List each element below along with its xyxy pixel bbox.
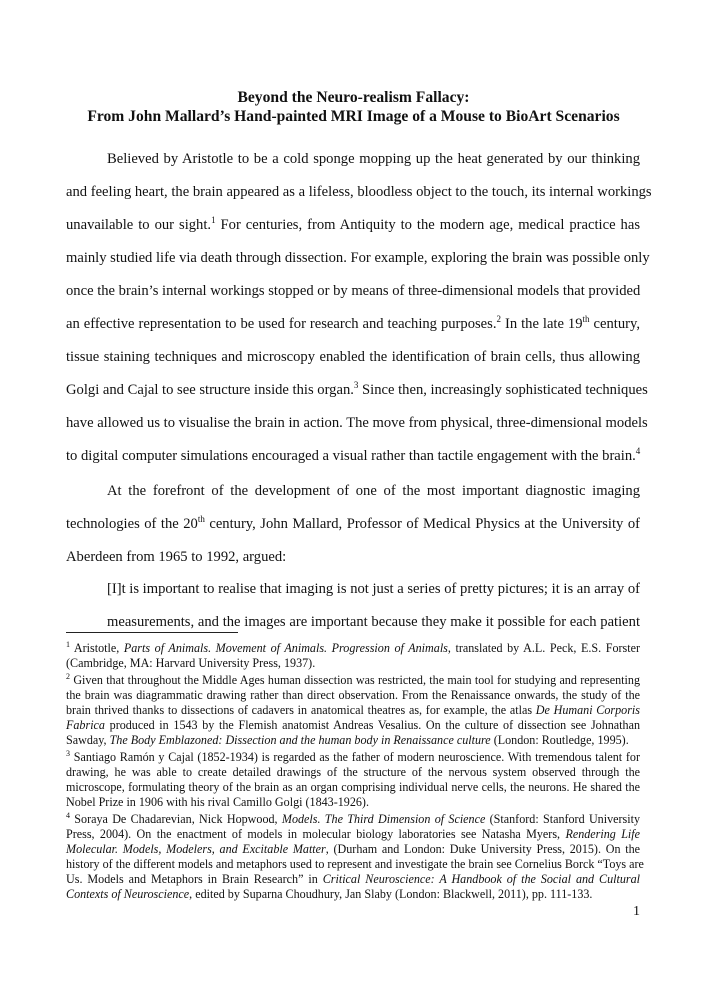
italic-text: Models. The Third Dimension of Science [281, 812, 486, 826]
italic-text: Molecular. Models, Modelers, and Excitable Matter [66, 842, 326, 856]
text: Press, 2004). On the enactment of models in molecular biology laboratories see Natasha Myers, [66, 827, 566, 841]
text: Since then, increasingly sophisticated techniques [358, 382, 648, 398]
text: unavailable to our sight. [66, 217, 212, 233]
text: tissue staining techniques and microscopy enabled the identification of brain cells, thus allowing [66, 349, 640, 365]
text: (Cambridge, MA: Harvard University Press, 1937). [66, 656, 316, 670]
text-line [66, 872, 640, 887]
text-line [66, 733, 640, 748]
text: In the late 19 [500, 316, 583, 332]
text-line [66, 750, 640, 765]
text-line [66, 795, 640, 810]
text-line [66, 780, 640, 795]
text: , translated by A.L. Peck, E.S. Forster [447, 641, 640, 655]
title-line: Beyond the Neuro-realism Fallacy: [237, 89, 470, 106]
text-line [66, 827, 640, 842]
text: measurements, and the images are important because they make it possible for each patient [107, 614, 640, 630]
text-line [66, 857, 644, 872]
text-line [66, 407, 648, 440]
footnote-ref: th [582, 314, 590, 324]
paragraph-2 [66, 475, 640, 574]
footnote-ref: 1 [66, 640, 70, 649]
footnote-2 [66, 673, 640, 748]
text-line [66, 688, 640, 703]
italic-text: Fabrica [66, 718, 105, 732]
text: Believed by Aristotle to be a cold sponge mopping up the heat generated by our thinking [107, 151, 640, 167]
page-number: 1 [633, 904, 640, 919]
document-title [0, 88, 707, 126]
text-line [66, 176, 652, 209]
text: (Stanford: Stanford University [485, 812, 640, 826]
text: brain thrived thanks to dissections of cadavers in anatomical theatres as, for example, the atlas [66, 703, 536, 717]
footnote-separator [66, 632, 238, 633]
text-line [66, 673, 640, 688]
text-line [107, 573, 640, 606]
text-line [66, 812, 640, 827]
text: the brain was diagrammatic drawing rather than direct observation. From the Renaissance onwards, the study of the [66, 688, 640, 702]
text-line [66, 308, 640, 341]
text-line [66, 703, 640, 718]
footnote-ref: 3 [353, 380, 359, 390]
italic-text: Contexts of Neuroscience [66, 887, 190, 901]
text: microscope, formulating theory of the brain as an organ comprising individual nerve cells, the neurons. He shared the [66, 780, 640, 794]
text: Santiago Ramón y Cajal (1852-1934) is regarded as the father of modern neuroscience. With tremendous talent for [70, 750, 640, 764]
text: Soraya De Chadarevian, Nick Hopwood, [70, 812, 282, 826]
text-line [66, 440, 640, 473]
text-line [66, 209, 640, 242]
text: , (Durham and London: Duke University Press, 2015). On the [325, 842, 640, 856]
footnote-ref: 4 [66, 811, 70, 820]
text-line [66, 641, 640, 656]
text: an effective representation to be used for research and teaching purposes. [66, 316, 497, 332]
text: to digital computer simulations encouraged a visual rather than tactile engagement with the brain. [66, 448, 636, 464]
italic-text: The Body Emblazoned: Dissection and the human body in Renaissance culture [109, 733, 491, 747]
text: , edited by Suparna Choudhury, Jan Slaby (London: Blackwell, 2011), pp. 111-133. [189, 887, 593, 901]
footnotes [66, 640, 644, 904]
italic-text: Rendering Life [565, 827, 641, 841]
text: century, John Mallard, Professor of Medical Physics at the University of [204, 516, 640, 532]
text-line [66, 656, 640, 671]
text-line [66, 143, 640, 176]
footnote-ref: 4 [635, 446, 641, 456]
text: Us. Models and Metaphors in Brain Research” in [66, 872, 323, 886]
title-line: From John Mallard’s Hand-painted MRI Image of a Mouse to BioArt Scenarios [87, 108, 620, 125]
text: have allowed us to visualise the brain in action. The move from physical, three-dimensional models [66, 415, 648, 431]
italic-text: Parts of Animals. Movement of Animals. Progression of Animals [123, 641, 448, 655]
text: Aristotle, [70, 641, 124, 655]
text-line [66, 765, 640, 780]
text-line [66, 275, 640, 308]
footnote-ref: 1 [211, 215, 216, 225]
text: Given that throughout the Middle Ages human dissection was restricted, the main tool for studying and representing [70, 673, 640, 687]
text-line [66, 242, 650, 275]
text-line [66, 842, 640, 857]
paragraph-1 [66, 143, 652, 473]
text-line [66, 887, 640, 902]
footnote-4 [66, 811, 644, 902]
text: Aberdeen from 1965 to 1992, argued: [66, 549, 287, 565]
text: Nobel Prize in 1906 with his rival Camillo Golgi (1843-1926). [66, 795, 369, 809]
text: [I]t is important to realise that imaging is not just a series of pretty pictures; it is an array of [107, 581, 640, 597]
text: At the forefront of the development of one of the most important diagnostic imaging [107, 483, 640, 499]
text: Golgi and Cajal to see structure inside this organ. [66, 382, 354, 398]
text: century, [589, 316, 640, 332]
text: For centuries, from Antiquity to the modern age, medical practice has [215, 217, 640, 233]
text: drawing, he was able to create detailed drawings of the structure of the nervous system observed through the [66, 765, 640, 779]
footnote-3 [66, 750, 640, 810]
block-quote [107, 573, 640, 639]
text-line [66, 508, 640, 541]
text: once the brain’s internal workings stopped or by means of three-dimensional models that provided [66, 283, 641, 299]
text: and feeling heart, the brain appeared as a lifeless, bloodless object to the touch, its internal workings [66, 184, 652, 200]
footnote-ref: 3 [66, 749, 70, 758]
text-line [66, 718, 640, 733]
text-line [107, 606, 640, 639]
text-line [66, 475, 640, 508]
italic-text: Critical Neuroscience: A Handbook of the Social and Cultural [322, 872, 640, 886]
text: Sawday, [66, 733, 110, 747]
footnote-ref: th [197, 514, 205, 524]
text-line [66, 541, 640, 574]
text-line [66, 374, 648, 407]
text: technologies of the 20 [66, 516, 198, 532]
text: mainly studied life via death through dissection. For example, exploring the brain was possible only [66, 250, 650, 266]
footnote-ref: 2 [66, 672, 70, 681]
text: history of the different models and metaphors used to represent and investigate the brain see Cornelius Borck “Toys are [66, 857, 644, 871]
text: (London: Routledge, 1995). [490, 733, 629, 747]
text-line [66, 341, 640, 374]
footnote-ref: 2 [496, 314, 501, 324]
text: produced in 1543 by the Flemish anatomist Andreas Vesalius. On the culture of dissection see Johnathan [104, 718, 640, 732]
italic-text: De Humani Corporis [535, 703, 640, 717]
footnote-1 [66, 641, 640, 671]
